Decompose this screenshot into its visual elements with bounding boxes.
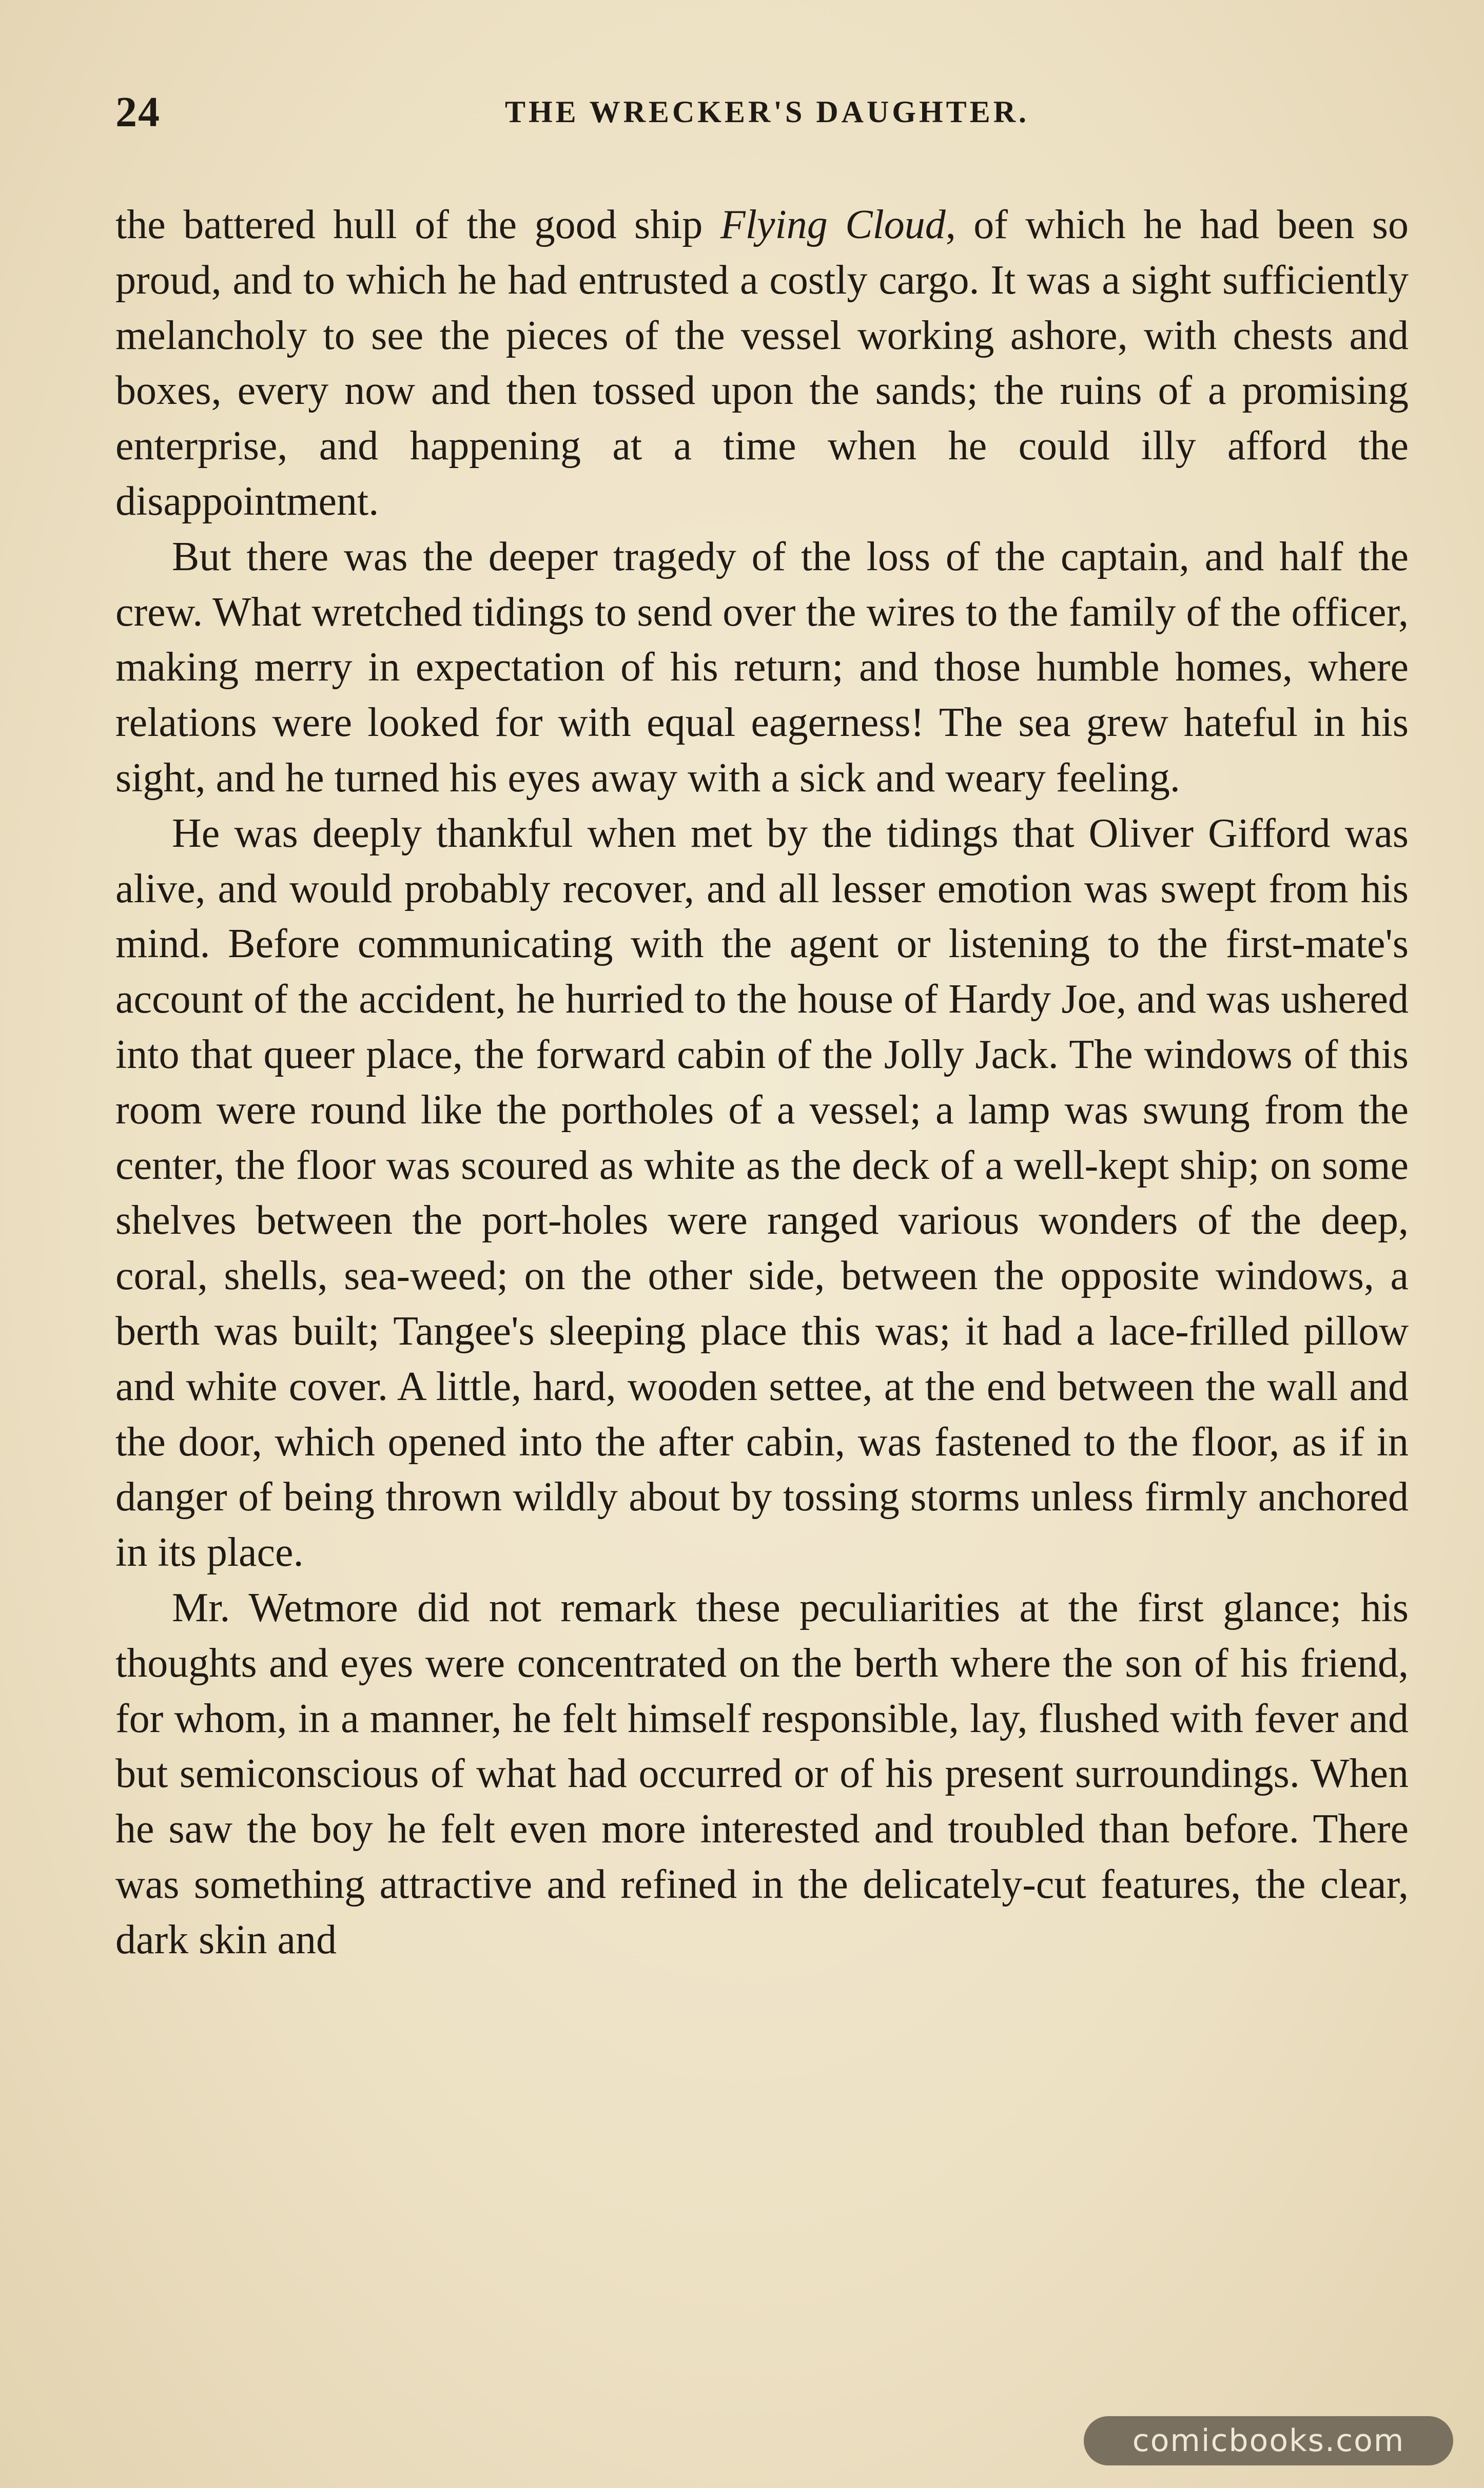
paragraph-3: He was deeply thankful when met by the tidings that Oliver Gifford was alive, and would probably recover, and all lesser emotion was swept from his mind. Before communicating with the agent or listening to the first-mate's account of the accident, he hurried to the house of Hardy Joe, and was ushered into that queer place, the forward cabin of the Jolly Jack. The windows of this room were round like the portholes of a vessel; a lamp was swung from the center, the floor was scoured as white as the deck of a well-kept ship; on some shelves between the port-holes were ranged various wonders of the deep, coral, shells, sea-weed; on the other side, between the opposite windows, a berth was built; Tangee's sleeping place this was; it had a lace-frilled pillow and white cover. A little, hard, wooden settee, at the end between the wall and the door, which opened into the after cabin, was fastened to the floor, as if in danger of being thrown wildly about by tossing storms unless firmly anchored in its place. — [115, 810, 1409, 1576]
body-text — [115, 198, 1409, 1968]
paragraph-1-rest: , of which he had been so proud, and to which he had entrusted a costly cargo. It was a sight sufficiently melancholy to see the pieces of the vessel working ashore, with chests and boxes, every now and then tossed upon the sands; the ruins of a promising enterprise, and happening at a time when he could illy afford the disappointment. — [115, 202, 1409, 524]
watermark-badge: comicbooks.com — [1084, 2416, 1453, 2465]
paragraph-4: Mr. Wetmore did not remark these peculiarities at the first glance; his thoughts and eyes were concentrated on the berth where the son of his friend, for whom, in a manner, he felt himself responsible, lay, flushed with fever and but semiconscious of what had occurred or of his present surroundings. When he saw the boy he felt even more interested and troubled than before. There was something attractive and refined in the delicately-cut features, the clear, dark skin and — [115, 1585, 1409, 1962]
running-title: THE WRECKER'S DAUGHTER. — [504, 95, 1030, 129]
ship-name: Flying Cloud — [720, 202, 946, 247]
paragraph-1 — [115, 198, 1409, 530]
paragraph-2: But there was the deeper tragedy of the loss of the captain, and half the crew. What wretched tidings to send over the wires to the family of the officer, making merry in expectation of his return; and those humble homes, where relations were looked for with equal eagerness! The sea grew hateful in his sight, and he turned his eyes away with a sick and weary feeling. — [115, 534, 1409, 801]
page-header — [115, 87, 1419, 149]
paragraph-1-lead: the battered hull of the good ship — [115, 202, 720, 247]
page-number: 24 — [115, 88, 161, 136]
